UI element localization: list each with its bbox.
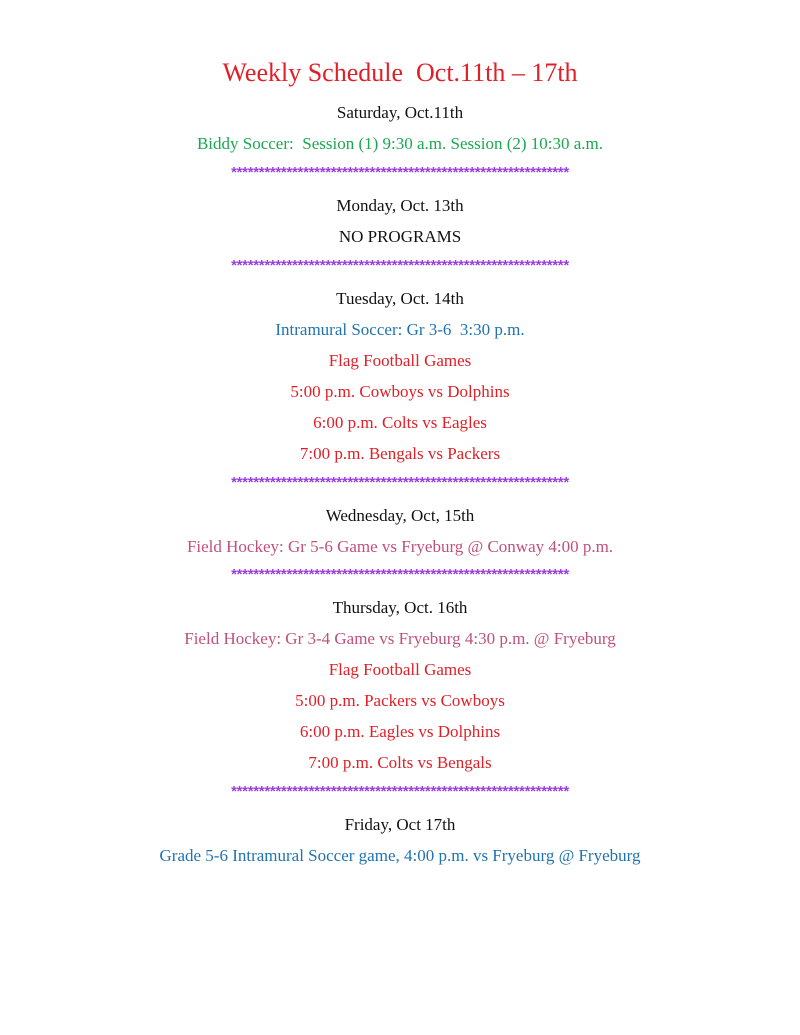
event-no-programs: NO PROGRAMS <box>338 227 462 246</box>
day-heading-thursday: Thursday, Oct. 16th <box>332 598 468 617</box>
event-game: 6:00 p.m. Colts vs Eagles <box>313 413 487 432</box>
event-field-hockey: Field Hockey: Gr 5-6 Game vs Fryeburg @ Conway 4:00 p.m. <box>186 537 614 556</box>
event-intramural-soccer: Intramural Soccer: Gr 3-6 3:30 p.m. <box>275 320 525 339</box>
day-heading-wednesday: Wednesday, Oct, 15th <box>325 506 475 525</box>
day-heading-tuesday: Tuesday, Oct. 14th <box>336 289 464 308</box>
event-game: 5:00 p.m. Cowboys vs Dolphins <box>290 382 510 401</box>
day-heading-saturday: Saturday, Oct.11th <box>336 103 464 122</box>
event-flag-football-heading: Flag Football Games <box>328 660 472 679</box>
event-biddy-soccer: Biddy Soccer: Session (1) 9:30 a.m. Session (2) 10:30 a.m. <box>196 134 604 153</box>
day-heading-monday: Monday, Oct. 13th <box>336 196 464 215</box>
event-game: 7:00 p.m. Colts vs Bengals <box>308 753 492 772</box>
separator-1: ************************************************************* <box>231 164 569 181</box>
event-flag-football-heading: Flag Football Games <box>328 351 472 370</box>
event-game: 5:00 p.m. Packers vs Cowboys <box>295 691 505 710</box>
day-heading-friday: Friday, Oct 17th <box>344 815 456 834</box>
event-intramural-soccer-game: Grade 5-6 Intramural Soccer game, 4:00 p.m. vs Fryeburg @ Fryeburg <box>159 846 641 865</box>
separator-2: ************************************************************* <box>231 257 569 274</box>
separator-4: ************************************************************* <box>231 566 569 583</box>
separator-5: ************************************************************* <box>231 783 569 800</box>
event-game: 6:00 p.m. Eagles vs Dolphins <box>299 722 501 741</box>
page-title: Weekly Schedule Oct.11th – 17th <box>222 58 578 87</box>
event-game: 7:00 p.m. Bengals vs Packers <box>299 444 501 463</box>
separator-3: ************************************************************* <box>231 474 569 491</box>
event-field-hockey: Field Hockey: Gr 3-4 Game vs Fryeburg 4:30 p.m. @ Fryeburg <box>184 629 616 648</box>
